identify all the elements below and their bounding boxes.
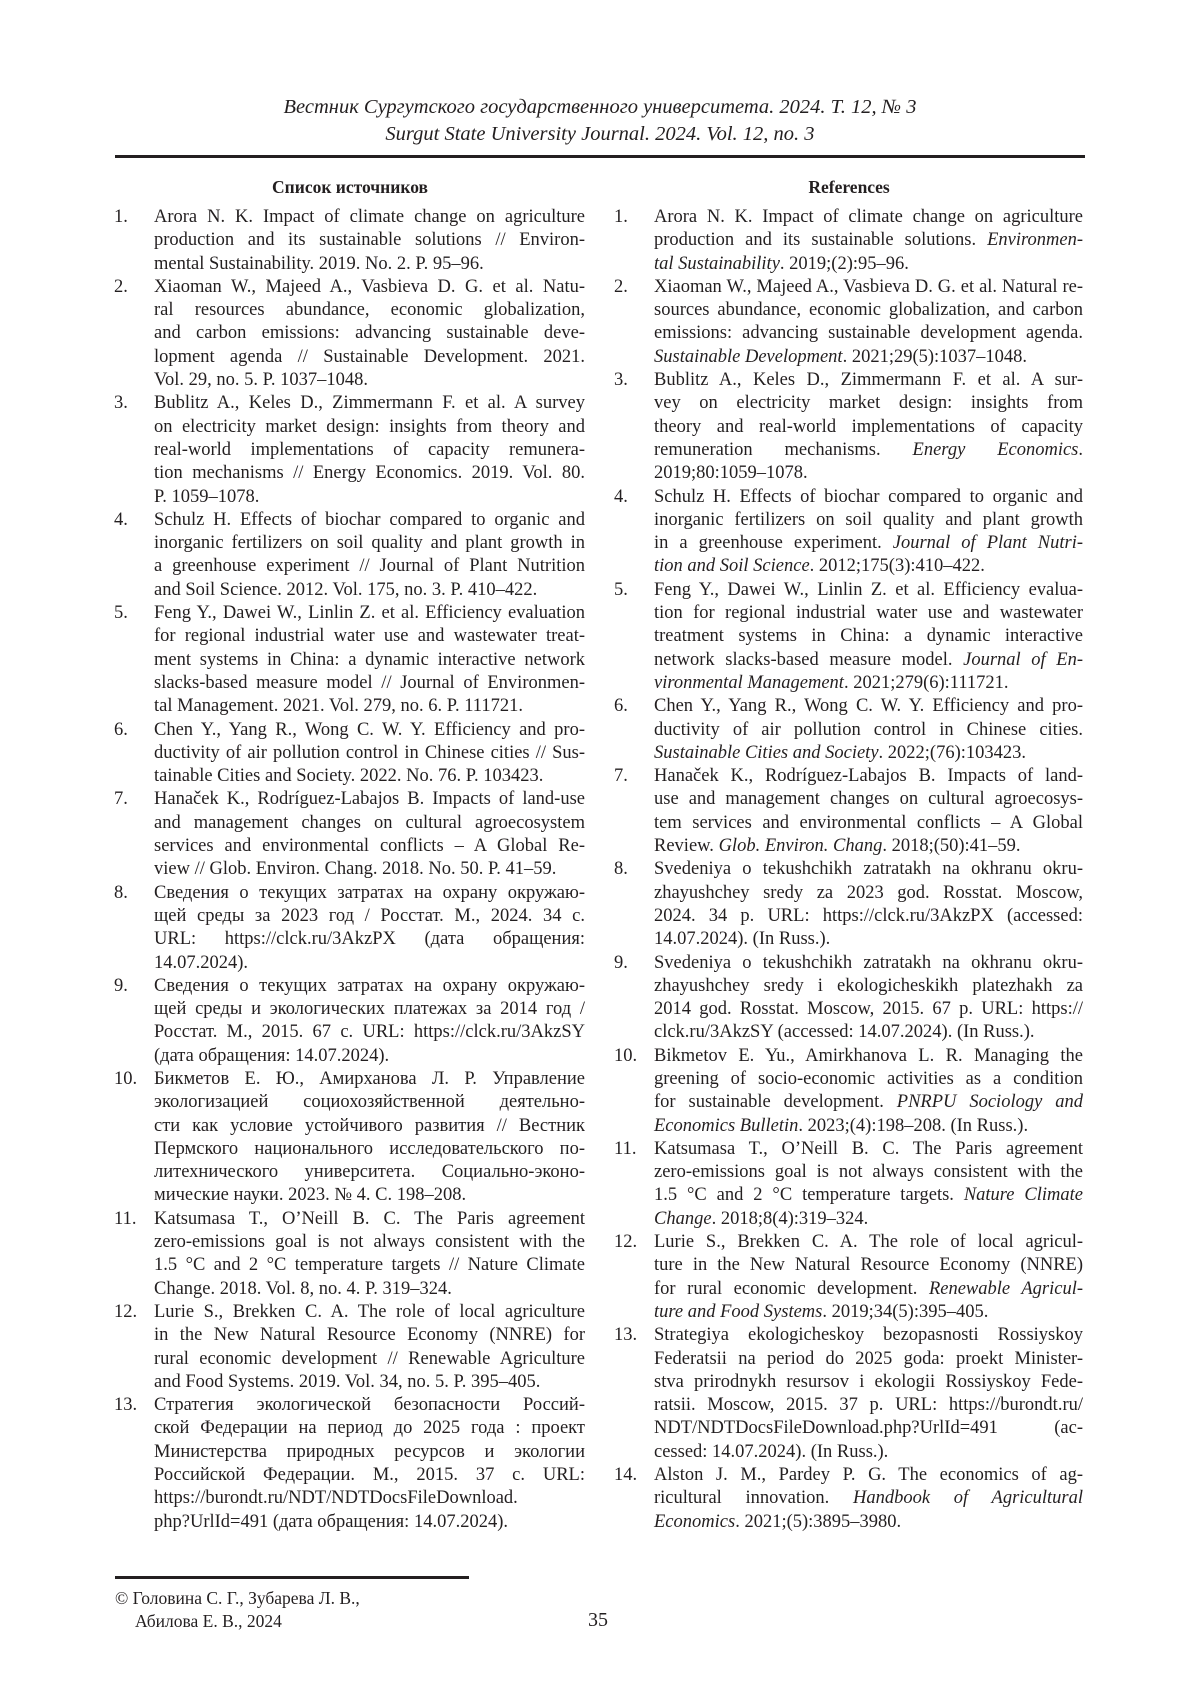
reference-line: treatment systems in China: a dynamic interactive	[654, 625, 1083, 648]
reference-line: in the New Natural Resource Economy (NNRE) for	[154, 1324, 585, 1347]
reference-line: ratsii. Moscow, 2015. 37 p. URL: https://burondt.ru/	[654, 1394, 1083, 1417]
header-divider	[115, 155, 1085, 158]
reference-line: tion mechanisms // Energy Economics. 2019. Vol. 80.	[154, 462, 585, 485]
reference-item	[614, 695, 1083, 765]
reference-item	[614, 206, 1083, 276]
reference-source-title: ture and Food Systems	[654, 1302, 822, 1322]
reference-item	[614, 1138, 1083, 1231]
reference-number: 1.	[614, 206, 628, 229]
reference-text: 1.5 °C and 2 °C temperature targets.	[654, 1185, 964, 1205]
reference-line: emissions: advancing sustainable development agenda.	[654, 322, 1083, 345]
reference-line: Hanaček K., Rodríguez-Labajos B. Impacts of land-	[654, 765, 1083, 788]
reference-source-title: Nature Climate	[964, 1185, 1083, 1205]
reference-number: 2.	[614, 276, 628, 299]
reference-text: . 2012;175(3):410–422.	[810, 556, 985, 576]
reference-line: and carbon emissions: advancing sustainable deve-	[154, 322, 585, 345]
reference-line: Arora N. K. Impact of climate change on agriculture	[654, 206, 1083, 229]
reference-line: URL: https://clck.ru/3AkzPX (дата обращения:	[154, 928, 585, 951]
reference-number: 3.	[614, 369, 628, 392]
reference-number: 7.	[614, 765, 628, 788]
reference-text: . 2021;(5):3895–3980.	[735, 1512, 901, 1532]
reference-line: P. 1059–1078.	[154, 486, 585, 509]
reference-text: . 2019;(2):95–96.	[780, 254, 909, 274]
reference-line	[654, 229, 1083, 252]
reference-line: Российской Федерации. М., 2015. 37 с. URL:	[154, 1464, 585, 1487]
reference-item	[114, 509, 585, 602]
reference-line: vey on electricity market design: insights from	[654, 392, 1083, 415]
reference-number: 9.	[114, 975, 128, 998]
reference-line: Xiaoman W., Majeed A., Vasbieva D. G. et al. Natu-	[154, 276, 585, 299]
reference-line	[654, 1487, 1083, 1510]
reference-source-title: Change	[654, 1209, 712, 1229]
reference-number: 14.	[614, 1464, 637, 1487]
reference-line	[654, 1184, 1083, 1207]
reference-text: .	[1078, 440, 1083, 460]
reference-number: 3.	[114, 392, 128, 415]
reference-line: and management changes on cultural agroecosystem	[154, 812, 585, 835]
reference-number: 2.	[114, 276, 128, 299]
reference-item	[114, 1208, 585, 1301]
footnote-divider	[115, 1576, 469, 1579]
reference-line: 2014 god. Rosstat. Moscow, 2015. 67 p. URL: https://	[654, 998, 1083, 1021]
reference-line: NDT/NDTDocsFileDownload.php?UrlId=491 (ac-	[654, 1417, 1083, 1440]
reference-line: Сведения о текущих затратах на охрану окружаю-	[154, 975, 585, 998]
reference-line: inorganic fertilizers on soil quality and plant growth	[654, 509, 1083, 532]
reference-line: Hanaček K., Rodríguez-Labajos B. Impacts of land-use	[154, 788, 585, 811]
reference-line: Росстат. М., 2015. 67 с. URL: https://clck.ru/3AkzSY	[154, 1021, 585, 1044]
reference-number: 13.	[114, 1394, 137, 1417]
reference-text: production and its sustainable solutions.	[654, 230, 987, 250]
reference-line: Svedeniya o tekushchikh zatratakh na okhranu okru-	[654, 858, 1083, 881]
reference-line: Пермского национального исследовательского по-	[154, 1138, 585, 1161]
reference-text: . 2019;34(5):395–405.	[822, 1302, 988, 1322]
reference-line: zhayushchey sredy za 2023 god. Rosstat. Moscow,	[654, 882, 1083, 905]
reference-line: zero-emissions goal is not always consistent with the	[654, 1161, 1083, 1184]
reference-source-title: PNRPU Sociology and	[897, 1092, 1083, 1112]
reference-item	[114, 882, 585, 975]
reference-line	[654, 649, 1083, 672]
reference-source-title: Renewable Agricul-	[929, 1279, 1083, 1299]
reference-line: cessed: 14.07.2024). (In Russ.).	[654, 1441, 1083, 1464]
reference-line: ral resources abundance, economic globalization,	[154, 299, 585, 322]
reference-line	[654, 1301, 1083, 1324]
reference-line: slacks-based measure model // Journal of Environmen-	[154, 672, 585, 695]
reference-line: 1.5 °C and 2 °C temperature targets // Nature Climate	[154, 1254, 585, 1277]
reference-line: tal Management. 2021. Vol. 279, no. 6. P. 111721.	[154, 695, 585, 718]
reference-line: greening of socio-economic activities as a condition	[654, 1068, 1083, 1091]
reference-line: a greenhouse experiment // Journal of Plant Nutrition	[154, 555, 585, 578]
reference-source-title: vironmental Management	[654, 673, 844, 693]
reference-source-title: Journal of Plant Nutri-	[893, 533, 1083, 553]
reference-item	[614, 1045, 1083, 1138]
reference-item	[114, 975, 585, 1068]
reference-line: lopment agenda // Sustainable Development. 2021.	[154, 346, 585, 369]
reference-line: Xiaoman W., Majeed A., Vasbieva D. G. et al. Natural re-	[654, 276, 1083, 299]
reference-line: zhayushchey sredy i ekologicheskikh platezhakh za	[654, 975, 1083, 998]
reference-item	[114, 1394, 585, 1534]
copyright-line-2: Абилова Е. В., 2024	[135, 1610, 282, 1633]
reference-line: view // Glob. Environ. Chang. 2018. No. 50. P. 41–59.	[154, 858, 585, 881]
reference-line: for regional industrial water use and wastewater treat-	[154, 625, 585, 648]
reference-number: 12.	[114, 1301, 137, 1324]
reference-line: Бикметов Е. Ю., Амирханова Л. Р. Управление	[154, 1068, 585, 1091]
reference-item	[614, 486, 1083, 579]
reference-number: 7.	[114, 788, 128, 811]
reference-line: tainable Cities and Society. 2022. No. 76. P. 103423.	[154, 765, 585, 788]
reference-line: rural economic development // Renewable Agriculture	[154, 1348, 585, 1371]
reference-line: sources abundance, economic globalization, and carbon	[654, 299, 1083, 322]
reference-number: 6.	[114, 719, 128, 742]
reference-source-title: Environmen-	[987, 230, 1083, 250]
reference-line	[654, 742, 1083, 765]
reference-number: 8.	[614, 858, 628, 881]
reference-line: mental Sustainability. 2019. No. 2. P. 95–96.	[154, 253, 585, 276]
reference-item	[114, 788, 585, 881]
reference-line: Svedeniya o tekushchikh zatratakh na okhranu okru-	[654, 952, 1083, 975]
reference-line: ductivity of air pollution control in Chinese cities.	[654, 719, 1083, 742]
reference-line: tion for regional industrial water use and wastewater	[654, 602, 1083, 625]
reference-line: щей среды за 2023 год / Росстат. М., 2024. 34 с.	[154, 905, 585, 928]
reference-line: Schulz H. Effects of biochar compared to organic and	[154, 509, 585, 532]
reference-number: 8.	[114, 882, 128, 905]
reference-line: Katsumasa T., O’Neill B. C. The Paris agreement	[654, 1138, 1083, 1161]
reference-number: 11.	[114, 1208, 136, 1231]
reference-source-title: Journal of En-	[963, 650, 1083, 670]
reference-line: php?UrlId=491 (дата обращения: 14.07.2024).	[154, 1511, 585, 1534]
reference-line	[654, 532, 1083, 555]
reference-line	[654, 1091, 1083, 1114]
reference-number: 6.	[614, 695, 628, 718]
reference-list-en	[614, 206, 1083, 1534]
reference-line: Bikmetov E. Yu., Amirkhanova L. R. Managing the	[654, 1045, 1083, 1068]
reference-text: Review.	[654, 836, 719, 856]
reference-text: . 2023;(4):198–208. (In Russ.).	[798, 1116, 1028, 1136]
reference-line	[654, 1208, 1083, 1231]
reference-item	[114, 392, 585, 508]
reference-source-title: Glob. Environ. Chang	[719, 836, 883, 856]
reference-line: and Soil Science. 2012. Vol. 175, no. 3. P. 410–422.	[154, 579, 585, 602]
reference-line: 2024. 34 p. URL: https://clck.ru/3AkzPX (accessed:	[654, 905, 1083, 928]
reference-item	[614, 858, 1083, 951]
reference-source-title: Economics	[654, 1512, 735, 1532]
reference-number: 11.	[614, 1138, 636, 1161]
reference-line: stva prirodnykh resursov i ekologii Rossiyskoy Fede-	[654, 1371, 1083, 1394]
reference-line: мические науки. 2023. № 4. С. 198–208.	[154, 1184, 585, 1207]
reference-text: network slacks-based measure model.	[654, 650, 963, 670]
reference-item	[614, 765, 1083, 858]
reference-line	[654, 835, 1083, 858]
reference-number: 10.	[114, 1068, 137, 1091]
reference-line: Strategiya ekologicheskoy bezopasnosti Rossiyskoy	[654, 1324, 1083, 1347]
reference-text: . 2021;29(5):1037–1048.	[843, 347, 1027, 367]
reference-item	[614, 579, 1083, 695]
reference-line: Bublitz A., Keles D., Zimmermann F. et al. A sur-	[654, 369, 1083, 392]
reference-item	[114, 1301, 585, 1394]
reference-source-title: Economics Bulletin	[654, 1116, 798, 1136]
reference-line: щей среды и экологических платежах за 2014 год /	[154, 998, 585, 1021]
reference-line: and Food Systems. 2019. Vol. 34, no. 5. P. 395–405.	[154, 1371, 585, 1394]
reference-text: remuneration mechanisms.	[654, 440, 913, 460]
reference-item	[114, 276, 585, 392]
reference-number: 5.	[614, 579, 628, 602]
reference-text: . 2022;(76):103423.	[879, 743, 1026, 763]
reference-line	[654, 439, 1083, 462]
journal-title-en: Surgut State University Journal. 2024. Vol. 12, no. 3	[0, 122, 1200, 146]
reference-line: 2019;80:1059–1078.	[654, 462, 1083, 485]
reference-line: Feng Y., Dawei W., Linlin Z. et al. Efficiency evalua-	[654, 579, 1083, 602]
reference-line: ской Федерации на период до 2025 года : проект	[154, 1417, 585, 1440]
reference-item	[614, 952, 1083, 1045]
reference-number: 4.	[614, 486, 628, 509]
reference-line: экологизацией социохозяйственной деятельно-	[154, 1091, 585, 1114]
reference-number: 13.	[614, 1324, 637, 1347]
reference-line: real-world implementations of capacity remunera-	[154, 439, 585, 462]
reference-item	[114, 719, 585, 789]
reference-line: https://burondt.ru/NDT/NDTDocsFileDownload.	[154, 1487, 585, 1510]
reference-line: on electricity market design: insights from theory and	[154, 416, 585, 439]
reference-line: Lurie S., Brekken C. A. The role of local agriculture	[154, 1301, 585, 1324]
reference-line	[654, 1278, 1083, 1301]
reference-line: 14.07.2024).	[154, 952, 585, 975]
reference-line: Министерства природных ресурсов и экологии	[154, 1441, 585, 1464]
page-number: 35	[588, 1609, 608, 1632]
reference-line: Стратегия экологической безопасности Россий-	[154, 1394, 585, 1417]
reference-line: services and environmental conflicts – A Global Re-	[154, 835, 585, 858]
reference-number: 1.	[114, 206, 128, 229]
reference-line: ment systems in China: a dynamic interactive network	[154, 649, 585, 672]
reference-text: ricultural innovation.	[654, 1488, 853, 1508]
reference-line: Federatsii na period do 2025 goda: proekt Minister-	[654, 1348, 1083, 1371]
reference-item	[614, 1231, 1083, 1324]
reference-line	[654, 555, 1083, 578]
reference-line: Сведения о текущих затратах на охрану окружаю-	[154, 882, 585, 905]
reference-item	[114, 1068, 585, 1208]
left-column-heading: Список источников	[115, 176, 585, 198]
reference-text: . 2018;(50):41–59.	[882, 836, 1020, 856]
reference-line: Schulz H. Effects of biochar compared to organic and	[654, 486, 1083, 509]
reference-text: . 2021;279(6):111721.	[844, 673, 1009, 693]
reference-line: Katsumasa T., O’Neill B. C. The Paris agreement	[154, 1208, 585, 1231]
reference-source-title: Sustainable Development	[654, 347, 843, 367]
reference-line: tem services and environmental conflicts – A Global	[654, 812, 1083, 835]
reference-line	[654, 253, 1083, 276]
reference-line: сти как условие устойчивого развития // Вестник	[154, 1115, 585, 1138]
reference-line	[654, 672, 1083, 695]
reference-item	[614, 369, 1083, 485]
reference-line: Chen Y., Yang R., Wong C. W. Y. Efficiency and pro-	[654, 695, 1083, 718]
reference-line: (дата обращения: 14.07.2024).	[154, 1045, 585, 1068]
reference-line: Chen Y., Yang R., Wong C. W. Y. Efficiency and pro-	[154, 719, 585, 742]
reference-line: ductivity of air pollution control in Chinese cities // Sus-	[154, 742, 585, 765]
reference-source-title: Sustainable Cities and Society	[654, 743, 879, 763]
reference-number: 9.	[614, 952, 628, 975]
reference-list-ru	[114, 206, 585, 1534]
reference-number: 12.	[614, 1231, 637, 1254]
reference-number: 5.	[114, 602, 128, 625]
reference-line: theory and real-world implementations of capacity	[654, 416, 1083, 439]
reference-text: in a greenhouse experiment.	[654, 533, 893, 553]
reference-text: for sustainable development.	[654, 1092, 897, 1112]
right-column-heading: References	[614, 176, 1084, 198]
reference-number: 4.	[114, 509, 128, 532]
reference-line: use and management changes on cultural agroecosys-	[654, 788, 1083, 811]
reference-line: zero-emissions goal is not always consistent with the	[154, 1231, 585, 1254]
reference-source-title: Handbook of Agricultural	[853, 1488, 1083, 1508]
reference-item	[114, 206, 585, 276]
reference-line: clck.ru/3AkzSY (accessed: 14.07.2024). (In Russ.).	[654, 1021, 1083, 1044]
reference-number: 10.	[614, 1045, 637, 1068]
reference-line: Alston J. M., Pardey P. G. The economics of ag-	[654, 1464, 1083, 1487]
reference-line: production and its sustainable solutions // Environ-	[154, 229, 585, 252]
reference-line	[654, 346, 1083, 369]
reference-line: Vol. 29, no. 5. P. 1037–1048.	[154, 369, 585, 392]
reference-line: Arora N. K. Impact of climate change on agriculture	[154, 206, 585, 229]
reference-item	[614, 1464, 1083, 1534]
reference-text: for rural economic development.	[654, 1279, 929, 1299]
reference-line: inorganic fertilizers on soil quality and plant growth in	[154, 532, 585, 555]
reference-line: Lurie S., Brekken C. A. The role of local agricul-	[654, 1231, 1083, 1254]
reference-source-title: tal Sustainability	[654, 254, 780, 274]
reference-source-title: tion and Soil Science	[654, 556, 810, 576]
journal-title-ru: Вестник Сургутского государственного университета. 2024. Т. 12, № 3	[0, 95, 1200, 119]
reference-item	[614, 1324, 1083, 1464]
reference-line: Bublitz A., Keles D., Zimmermann F. et al. A survey	[154, 392, 585, 415]
reference-line: Feng Y., Dawei W., Linlin Z. et al. Efficiency evaluation	[154, 602, 585, 625]
reference-line: Change. 2018. Vol. 8, no. 4. P. 319–324.	[154, 1278, 585, 1301]
reference-item	[114, 602, 585, 718]
reference-line: литехнического университета. Социально-эконо-	[154, 1161, 585, 1184]
reference-text: . 2018;8(4):319–324.	[712, 1209, 869, 1229]
reference-line	[654, 1115, 1083, 1138]
reference-line: ture in the New Natural Resource Economy (NNRE)	[654, 1254, 1083, 1277]
reference-line	[654, 1511, 1083, 1534]
copyright-line-1: © Головина С. Г., Зубарева Л. В.,	[115, 1587, 360, 1610]
reference-item	[614, 276, 1083, 369]
reference-source-title: Energy Economics	[913, 440, 1079, 460]
reference-line: 14.07.2024). (In Russ.).	[654, 928, 1083, 951]
